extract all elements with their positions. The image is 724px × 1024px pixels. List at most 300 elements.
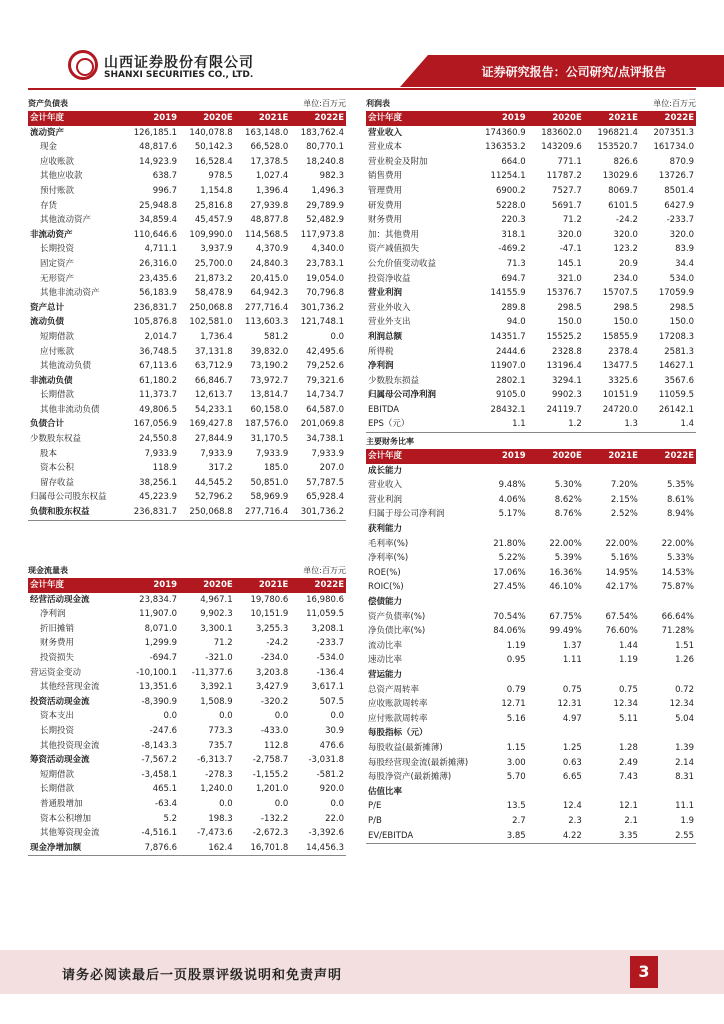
row-label: 销售费用: [368, 171, 403, 182]
cell-value: 920.0: [319, 784, 344, 795]
cell-value: 121,748.1: [300, 317, 344, 328]
cell-value: -136.4: [316, 667, 344, 678]
table-row: [28, 636, 346, 651]
cell-value: -7,473.6: [197, 828, 233, 839]
cell-value: 7,933.9: [255, 448, 289, 459]
page-footer: [0, 950, 724, 994]
cell-value: 7,933.9: [144, 448, 178, 459]
company-logo: [68, 50, 98, 80]
cell-value: 45,457.9: [194, 215, 233, 226]
cash-flow-unit: 单位:百万元: [303, 566, 346, 575]
cell-value: 1.9: [680, 815, 694, 826]
cell-value: 4,967.1: [200, 594, 233, 605]
table-row: [28, 447, 346, 462]
table-row: [28, 257, 346, 272]
cell-value: -321.0: [205, 652, 233, 663]
cell-value: 12.34: [613, 699, 638, 710]
table-row: [366, 668, 696, 683]
cell-value: 49,806.5: [139, 404, 178, 415]
cell-value: 22.00%: [661, 538, 694, 549]
cell-value: 4,711.1: [144, 244, 178, 255]
cell-value: 2022E: [290, 578, 346, 593]
cell-value: 3,203.8: [255, 667, 289, 678]
cell-value: 163,148.0: [245, 127, 289, 138]
row-label: 管理费用: [368, 185, 403, 196]
cell-value: 3,937.9: [200, 244, 233, 255]
cell-value: 8.94%: [666, 509, 694, 520]
cell-value: 196821.4: [597, 127, 638, 138]
cell-value: [640, 726, 696, 741]
table-row: [28, 272, 346, 287]
cell-value: [640, 785, 696, 800]
cell-value: 16,528.4: [194, 156, 233, 167]
cell-value: 250,068.8: [179, 505, 235, 520]
cell-value: 150.0: [613, 317, 638, 328]
cell-value: 183,762.4: [300, 127, 344, 138]
cell-value: 7,933.9: [200, 448, 233, 459]
cell-value: 298.5: [613, 302, 638, 313]
cell-value: 24119.7: [546, 404, 582, 415]
row-label: 其他非流动负债: [40, 404, 100, 415]
cell-value: 7,876.6: [123, 841, 179, 856]
cell-value: 2.1: [624, 815, 638, 826]
cell-value: 123.2: [613, 244, 638, 255]
cell-value: 15525.2: [546, 331, 582, 342]
ratios-table: [366, 449, 696, 844]
cell-value: 2022E: [290, 111, 346, 126]
cell-value: 1.19: [618, 655, 638, 666]
cell-value: 3,427.9: [255, 682, 289, 693]
cell-value: 183602.0: [541, 127, 582, 138]
row-label: 归属母公司净利润: [368, 390, 437, 401]
row-label: 负债和股东权益: [28, 505, 123, 520]
table-row: [366, 403, 696, 418]
cell-value: 8.62%: [554, 494, 582, 505]
table-row: [28, 301, 346, 316]
cell-value: 318.1: [501, 229, 526, 240]
cell-value: 140,078.8: [189, 127, 233, 138]
cell-value: 2020E: [179, 578, 235, 593]
cell-value: -2,672.3: [252, 828, 289, 839]
cell-value: 0.0: [274, 798, 289, 809]
table-row: [28, 417, 346, 432]
report-type-label: 证券研究报告：公司研究/点评报告: [481, 65, 666, 79]
cell-value: 3294.1: [552, 375, 582, 386]
cell-value: 2019: [123, 111, 179, 126]
cell-value: 11,059.5: [306, 609, 344, 620]
cell-value: [528, 464, 584, 479]
table-row: [366, 315, 696, 330]
cell-value: 2021E: [235, 578, 291, 593]
cell-value: 0.0: [274, 711, 289, 722]
cell-value: 3.85: [472, 829, 528, 844]
row-label: ROIC(%): [368, 582, 404, 593]
cell-value: 982.3: [319, 171, 344, 182]
cell-value: 465.1: [152, 784, 178, 795]
cell-value: 24,550.8: [139, 434, 178, 445]
cell-value: 1,201.0: [255, 784, 289, 795]
cell-value: 22.00%: [549, 538, 582, 549]
row-label: 营业成本: [368, 142, 403, 153]
cell-value: -4,516.1: [141, 828, 178, 839]
cell-value: 12.4: [562, 801, 582, 812]
cell-value: -433.0: [260, 725, 289, 736]
cell-value: -534.0: [316, 652, 344, 663]
table-row: [366, 522, 696, 537]
cell-value: 7.20%: [610, 480, 638, 491]
cell-value: 4,340.0: [311, 244, 344, 255]
cell-value: 79,321.6: [306, 375, 344, 386]
cell-value: 12.31: [557, 699, 582, 710]
cell-value: -47.1: [559, 244, 582, 255]
cell-value: -3,031.8: [308, 755, 344, 766]
row-label: 每股指标（元）: [368, 728, 428, 739]
cell-value: 58,969.9: [250, 492, 289, 503]
cell-value: 67,113.6: [139, 361, 178, 372]
row-label: 预付账款: [40, 185, 75, 196]
cell-value: 694.7: [501, 273, 526, 284]
cell-value: 2020E: [179, 111, 235, 126]
cell-value: 50,142.3: [194, 142, 233, 153]
cell-value: 46.10%: [549, 582, 582, 593]
table-row: [28, 432, 346, 447]
cell-value: 162.4: [179, 841, 235, 856]
table-row: [366, 814, 696, 829]
table-row: [28, 841, 346, 856]
cell-value: 3325.6: [608, 375, 638, 386]
table-row: [366, 286, 696, 301]
row-label: 资产减值损失: [368, 244, 420, 255]
cell-value: 20.9: [618, 258, 638, 269]
cell-value: 60,158.0: [250, 404, 289, 415]
row-label: 净利率(%): [368, 553, 409, 564]
table-row: [28, 155, 346, 170]
table-row: [366, 653, 696, 668]
cell-value: 71.3: [506, 258, 526, 269]
cell-value: 36,748.5: [139, 346, 178, 357]
table-row: [28, 724, 346, 739]
row-label: 短期借款: [40, 331, 75, 342]
cell-value: 57,787.5: [306, 477, 344, 488]
cell-value: 638.7: [152, 171, 178, 182]
cell-value: 13477.5: [602, 361, 638, 372]
table-row: [28, 199, 346, 214]
cell-value: 234.0: [613, 273, 638, 284]
table-row: [366, 741, 696, 756]
cell-value: 15376.7: [546, 288, 582, 299]
cell-value: [472, 726, 528, 741]
row-label: P/B: [368, 815, 382, 826]
cell-value: 65,928.4: [306, 492, 344, 503]
cell-value: 1,154.8: [200, 185, 233, 196]
cell-value: 13,351.6: [139, 682, 178, 693]
cell-value: 21.80%: [493, 538, 526, 549]
cell-value: 73,972.7: [250, 375, 289, 386]
cell-value: 2378.4: [608, 346, 638, 357]
cell-value: 581.2: [263, 331, 289, 342]
table-row: [366, 213, 696, 228]
row-label: 长期借款: [40, 390, 75, 401]
cell-value: [584, 595, 640, 610]
cell-value: 870.9: [669, 156, 694, 167]
table-row: [366, 712, 696, 727]
cell-value: 5691.7: [552, 200, 582, 211]
cell-value: -469.2: [498, 244, 526, 255]
cell-value: -10,100.1: [136, 667, 178, 678]
cell-value: 2019: [472, 111, 528, 126]
cell-value: [584, 522, 640, 537]
cell-value: 66.64%: [661, 611, 694, 622]
cell-value: 0.0: [219, 711, 233, 722]
cell-value: [640, 522, 696, 537]
cell-value: 27,844.9: [194, 434, 233, 445]
cell-value: 7527.7: [552, 185, 582, 196]
table-row: [366, 155, 696, 170]
cell-value: 11059.5: [658, 390, 694, 401]
cell-value: 0.79: [506, 684, 526, 695]
cell-value: 301,736.2: [300, 302, 344, 313]
cell-value: 826.6: [613, 156, 638, 167]
cell-value: -233.7: [666, 215, 694, 226]
cell-value: 52,482.9: [306, 215, 344, 226]
row-label: 投资损失: [40, 652, 75, 663]
cell-value: 16,701.8: [235, 841, 291, 856]
cell-value: 771.1: [557, 156, 582, 167]
cell-value: 8.31: [675, 772, 694, 783]
cell-value: 1.15: [506, 742, 526, 753]
cell-value: -11,377.6: [191, 667, 233, 678]
row-label: 投资活动现金流: [30, 696, 90, 707]
table-row: [28, 228, 346, 243]
cell-value: 289.8: [501, 302, 526, 313]
cell-value: 2.7: [512, 815, 526, 826]
row-label: 财务费用: [368, 215, 403, 226]
cell-value: 83.9: [675, 244, 694, 255]
cell-value: 18,240.8: [306, 156, 344, 167]
row-label: 每股经营现金流(最新摊薄): [368, 757, 469, 768]
cell-value: 38,256.1: [139, 477, 178, 488]
cell-value: 5.39%: [554, 553, 582, 564]
table-row: [28, 330, 346, 345]
table-row: [28, 593, 346, 608]
table-row: [366, 199, 696, 214]
table-row: [366, 507, 696, 522]
row-label: 投资净收益: [368, 273, 411, 284]
cell-value: 73,190.2: [250, 361, 289, 372]
cell-value: 15707.5: [602, 288, 638, 299]
balance-sheet-title: 资产负债表: [28, 99, 68, 108]
row-label: 其他流动负债: [40, 361, 92, 372]
cell-value: 79,252.6: [306, 361, 344, 372]
cell-value: 534.0: [669, 273, 694, 284]
table-row: [366, 228, 696, 243]
cell-value: 11.1: [675, 801, 694, 812]
cell-value: 2.52%: [610, 509, 638, 520]
cell-value: 3,300.1: [200, 623, 233, 634]
cell-value: 66,528.0: [250, 142, 289, 153]
cell-value: -247.6: [149, 725, 178, 736]
cash-flow-panel: [28, 565, 346, 856]
cell-value: 25,816.8: [194, 200, 233, 211]
cell-value: 14351.7: [490, 331, 526, 342]
row-label: 流动负债: [30, 317, 65, 328]
row-label: 会计年度: [366, 449, 472, 464]
cell-value: 2.15%: [610, 494, 638, 505]
cell-value: [584, 668, 640, 683]
income-statement-unit: 单位:百万元: [653, 99, 696, 108]
table-row: [28, 695, 346, 710]
cell-value: 3,392.1: [200, 682, 233, 693]
cell-value: 236,831.7: [133, 302, 178, 313]
balance-sheet-table: [28, 111, 346, 521]
cell-value: 0.0: [330, 711, 344, 722]
cell-value: 75.87%: [661, 582, 694, 593]
table-row: [28, 651, 346, 666]
row-label: 其他应收款: [40, 171, 83, 182]
cell-value: -320.2: [260, 696, 289, 707]
cell-value: 23,783.1: [306, 258, 344, 269]
cell-value: 34.4: [675, 258, 694, 269]
cell-value: 8.61%: [666, 494, 694, 505]
table-row: [28, 374, 346, 389]
page-header: [0, 0, 724, 100]
row-label: 筹资活动现金流: [30, 755, 90, 766]
cell-value: [472, 595, 528, 610]
cell-value: 14.95%: [605, 567, 638, 578]
cell-value: 0.0: [163, 711, 178, 722]
cell-value: 9105.0: [495, 390, 526, 401]
cell-value: 2444.6: [495, 346, 526, 357]
row-label: 营运能力: [368, 669, 403, 680]
row-label: 资本公积增加: [40, 813, 92, 824]
cell-value: 71.2: [213, 638, 233, 649]
row-label: 会计年度: [28, 111, 123, 126]
cell-value: 8501.4: [664, 185, 694, 196]
cell-value: 2.14: [675, 757, 694, 768]
table-row: [28, 782, 346, 797]
row-label: 股本: [40, 448, 58, 459]
table-row: [366, 610, 696, 625]
cell-value: 8069.7: [608, 185, 638, 196]
cell-value: 9902.3: [552, 390, 582, 401]
cell-value: 1.2: [528, 417, 584, 432]
row-label: 应付账款: [40, 346, 75, 357]
cell-value: 301,736.2: [290, 505, 346, 520]
table-row: [28, 169, 346, 184]
cell-value: 13726.7: [658, 171, 694, 182]
cell-value: 3,255.3: [255, 623, 289, 634]
row-label: 归属母公司股东权益: [30, 492, 107, 503]
row-label: 净利润: [368, 361, 394, 372]
cell-value: 2022E: [640, 111, 696, 126]
cell-value: 664.0: [501, 156, 526, 167]
cell-value: 1.37: [562, 640, 582, 651]
cell-value: 42.17%: [605, 582, 638, 593]
row-label: 应收账款: [40, 156, 75, 167]
cell-value: 996.7: [152, 185, 178, 196]
row-label: 现金净增加额: [28, 841, 123, 856]
cell-value: -233.7: [316, 638, 344, 649]
row-label: 非流动负债: [30, 375, 73, 386]
cell-value: 5.04: [675, 713, 694, 724]
row-label: 其他流动资产: [40, 215, 92, 226]
table-row: [366, 388, 696, 403]
cell-value: 5.30%: [554, 480, 582, 491]
cell-value: 22.0: [325, 813, 344, 824]
table-row: [28, 666, 346, 681]
table-row: [28, 505, 346, 520]
table-row: [28, 461, 346, 476]
cell-value: 71.2: [562, 215, 582, 226]
table-row: [28, 680, 346, 695]
table-row: [28, 213, 346, 228]
table-row: [366, 551, 696, 566]
cell-value: 0.72: [675, 684, 694, 695]
row-label: 营运资金变动: [30, 667, 82, 678]
cell-value: 17208.3: [658, 331, 694, 342]
cell-value: 161734.0: [653, 142, 694, 153]
cell-value: 150.0: [669, 317, 694, 328]
row-label: 估值比率: [368, 786, 403, 797]
cell-value: -3,392.6: [308, 828, 344, 839]
cell-value: 5.11: [618, 713, 638, 724]
cell-value: 7,933.9: [311, 448, 344, 459]
row-label: 会计年度: [28, 578, 123, 593]
cell-value: 1,396.4: [255, 185, 289, 196]
table-row: [28, 476, 346, 491]
row-label: 少数股东权益: [30, 434, 82, 445]
cell-value: -278.3: [205, 769, 233, 780]
cell-value: 2802.1: [495, 375, 526, 386]
row-label: 折旧摊销: [40, 623, 75, 634]
cell-value: 17059.9: [658, 288, 694, 299]
table-header-row: [28, 578, 346, 593]
cell-value: 19,780.6: [250, 594, 289, 605]
cell-value: 1.26: [675, 655, 694, 666]
cell-value: -234.0: [260, 652, 289, 663]
row-label: P/E: [368, 801, 382, 812]
cell-value: 174360.9: [485, 127, 526, 138]
row-label: 加：其他费用: [368, 229, 420, 240]
row-label: 其他投资现金流: [40, 740, 100, 751]
table-header-row: [28, 111, 346, 126]
cell-value: 1,496.3: [311, 185, 344, 196]
cell-value: [528, 668, 584, 683]
cell-value: 2020E: [528, 449, 584, 464]
row-label: 速动比率: [368, 655, 403, 666]
row-label: 总资产周转率: [368, 684, 420, 695]
cell-value: 28432.1: [490, 404, 526, 415]
cell-value: -6,313.7: [197, 755, 233, 766]
row-label: 非流动资产: [30, 229, 73, 240]
row-label: 流动比率: [368, 640, 403, 651]
income-statement-panel: [366, 98, 696, 844]
cell-value: 11,373.7: [139, 390, 178, 401]
table-row: [366, 683, 696, 698]
cell-value: [584, 726, 640, 741]
cell-value: [472, 668, 528, 683]
cell-value: 12,613.7: [194, 390, 233, 401]
header-divider: [28, 88, 696, 90]
cell-value: 64,587.0: [306, 404, 344, 415]
cell-value: 25,948.8: [139, 200, 178, 211]
table-row: [366, 756, 696, 771]
row-label: 营业外收入: [368, 302, 411, 313]
cell-value: 23,834.7: [139, 594, 178, 605]
cell-value: 0.0: [330, 798, 344, 809]
table-row: [366, 257, 696, 272]
row-label: 所得税: [368, 346, 394, 357]
